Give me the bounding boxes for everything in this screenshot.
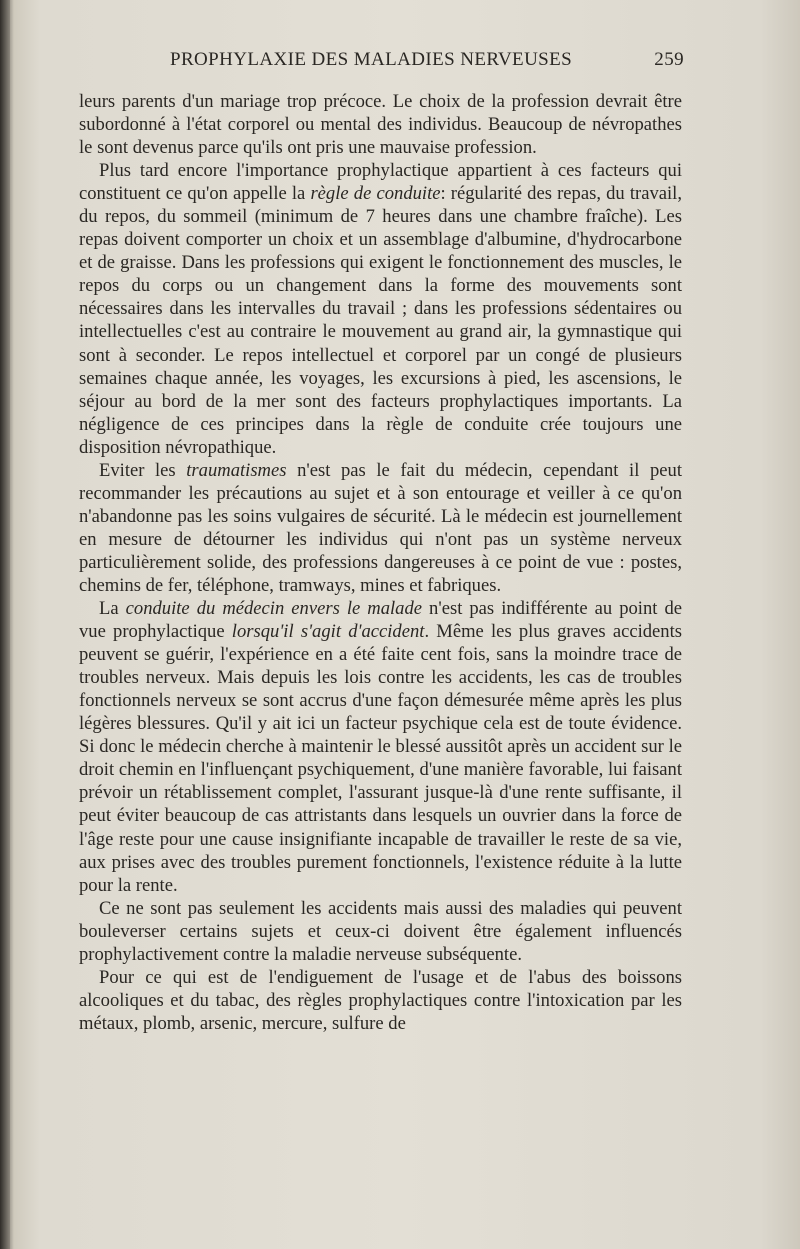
body-text — [79, 90, 682, 1035]
text-run: La — [99, 598, 126, 620]
paragraph — [79, 459, 682, 597]
running-title: PROPHYLAXIE DES MALADIES NERVEUSES — [170, 49, 573, 70]
paragraph — [79, 897, 682, 966]
text-run: n'est pas indifférente au point de vue prophylactique — [79, 598, 682, 643]
page-header — [170, 49, 684, 79]
text-run: leurs parents d'un mariage trop précoce. Le choix de la profession devrait être subordonné à l'état corporel ou mental des individus. Beaucoup de névropathes le sont devenus parce qu'ils ont pris une mauvaise profession. — [79, 91, 682, 159]
book-spine — [0, 0, 10, 1249]
paragraph — [79, 966, 682, 1035]
text-run: Ce ne sont pas seulement les accidents mais aussi des maladies qui peuvent bouleverser certains sujets et ceux-ci doivent être également influencés prophylactivement contre la maladie nerveuse subséquente. — [79, 897, 682, 965]
paragraph — [79, 159, 682, 459]
text-run: . Même les plus graves accidents peuvent se guérir, l'expérience en a été faite cent fois, sans la moindre trace de troubles nerveux. Mais depuis les lois contre les accidents, les cas de troubles fonctionnels nerveux se sont accrus d'une façon démesurée même après les plus légères blessures. Qu'il y ait ici un facteur psychique cela est de toute évidence. Si donc le médecin cherche à maintenir le blessé aussitôt après un accident sur le droit chemin en l'influençant psychiquement, d'une manière favorable, lui faisant prévoir un rétablissement complet, l'assurant jusque-là d'une rente suffisante, il peut éviter beaucoup de cas attristants dans lesquels un ouvrier dans la force de l'âge reste pour une cause insignifiante incapable de travailler le reste de sa vie, aux prises avec des troubles purement fonctionnels, l'existence réduite à la lutte pour la rente. — [79, 621, 682, 896]
italic-phrase: lorsqu'il s'agit d'accident — [231, 621, 425, 643]
paragraph — [79, 90, 682, 159]
text-run: n'est pas le fait du médecin, cependant il peut recommander les précautions au sujet et à son entourage et veiller à ce qu'on n'abandonne pas les soins vulgaires de sécurité. Là le médecin est journellement en mesure de détourner les individus qui n'ont pas un système nerveux particulièrement solide, des professions dangereuses à ce point de vue : postes, chemins de fer, téléphone, tramways, mines et fabriques. — [79, 459, 682, 596]
text-run: Pour ce qui est de l'endiguement de l'usage et de l'abus des boissons alcooliques et du tabac, des règles prophylactiques contre l'intoxication par les métaux, plomb, arsenic, mercure, sulfure de — [79, 966, 682, 1034]
italic-phrase: règle de conduite — [310, 183, 441, 205]
italic-phrase: conduite du médecin envers le malade — [125, 598, 423, 620]
italic-phrase: traumatismes — [186, 459, 287, 481]
paragraph — [79, 597, 682, 897]
text-run: Eviter les — [99, 459, 187, 481]
text-run: : régularité des repas, du travail, du repos, du sommeil (minimum de 7 heures dans une chambre fraîche). Les repas doivent comporter un choix et un assemblage d'albumine, d'hydrocarbone et de graisse. Dans les professions qui exigent le fonctionnement des muscles, le repos du corps ou un changement dans la forme des mouvements sont nécessaires dans les intervalles du travail ; dans les professions sédentaires ou intellectuelles c'est au contraire le mouvement au grand air, la gymnastique qui sont à seconder. Le repos intellectuel et corporel par un congé de plusieurs semaines chaque année, les voyages, les excursions à pied, les ascensions, le séjour au bord de la mer sont des facteurs prophylactiques importants. La négligence de ces principes dans la règle de conduite crée toujours une disposition névropathique. — [79, 183, 682, 458]
page-number: 259 — [654, 49, 684, 70]
text-run: Plus tard encore l'importance prophylactique appartient à ces facteurs qui constituent ce qu'on appelle la — [79, 160, 682, 205]
